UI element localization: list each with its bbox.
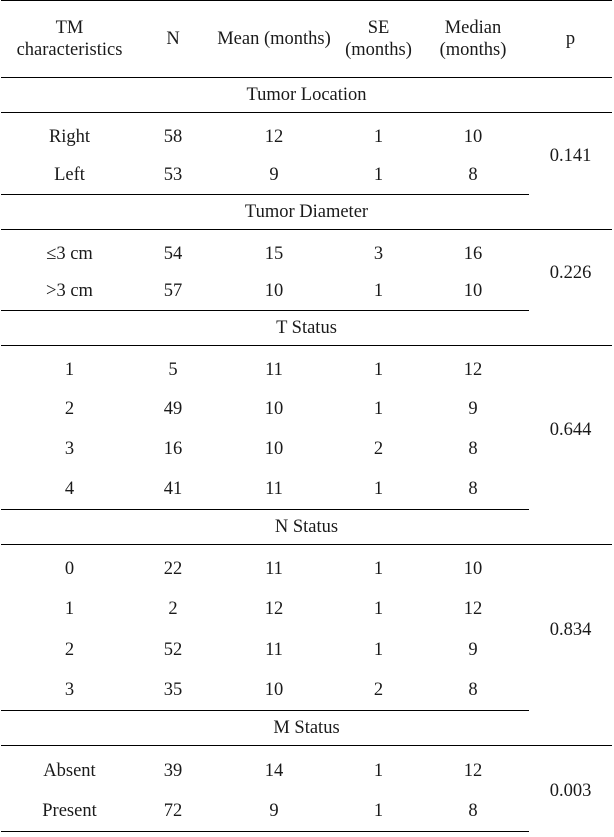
- cell-median: 8: [417, 671, 529, 711]
- row-label: 2: [64, 639, 75, 660]
- cell-se: 1: [340, 792, 417, 832]
- cell-n: 5: [168, 360, 178, 381]
- cell-n: 2: [168, 598, 178, 619]
- row-label: 3: [64, 439, 75, 459]
- cell-median: 10: [463, 559, 483, 580]
- cell-median: 12: [463, 360, 483, 381]
- cell-mean: 10: [264, 399, 284, 419]
- cell-se: 1: [340, 470, 417, 510]
- section-title: Tumor Location: [1, 78, 612, 113]
- cell-n: 52: [163, 639, 183, 660]
- section-row: [1, 195, 612, 230]
- cell-median: 8: [417, 792, 529, 832]
- cell-se: 2: [340, 671, 417, 711]
- cell-median: 12: [463, 761, 483, 782]
- cell-se: 2: [373, 439, 384, 459]
- cell-mean: 12: [264, 598, 284, 619]
- cell-mean: 10: [264, 439, 284, 459]
- cell-mean: 11: [265, 639, 283, 660]
- cell-se: 1: [373, 127, 384, 148]
- cell-p: 0.644: [549, 420, 592, 441]
- section-title: N Status: [1, 510, 612, 545]
- section-row: [1, 510, 612, 545]
- section-title: Tumor Diameter: [1, 195, 612, 230]
- cell-n: 41: [138, 470, 208, 510]
- cell-se: 1: [373, 639, 384, 660]
- cell-n: 53: [138, 157, 208, 195]
- table-row: [1, 470, 612, 510]
- header-median: Median (months): [417, 1, 529, 78]
- cell-median: 12: [463, 598, 483, 619]
- section-title: T Status: [1, 311, 612, 346]
- cell-n: 57: [138, 273, 208, 311]
- table-row: [1, 346, 612, 390]
- table-row: [1, 630, 612, 671]
- row-label: Right: [48, 127, 91, 148]
- row-label: 1: [64, 598, 75, 619]
- header-characteristics: TM characteristics: [1, 1, 138, 78]
- cell-p: 0.141: [549, 146, 592, 167]
- table-row: [1, 430, 612, 470]
- cell-se: 1: [373, 761, 384, 782]
- cell-mean: 10: [208, 671, 340, 711]
- table-row: [1, 113, 612, 157]
- cell-n: 16: [163, 439, 183, 459]
- cell-n: 54: [163, 243, 183, 264]
- cell-se: 3: [373, 243, 384, 264]
- cell-mean: 11: [208, 470, 340, 510]
- cell-se: 1: [340, 273, 417, 311]
- cell-median: 9: [468, 639, 478, 660]
- table-row: [1, 230, 612, 273]
- table-row: [1, 671, 612, 711]
- cell-mean: 14: [264, 761, 284, 782]
- cell-p: 0.003: [549, 781, 592, 802]
- header-se: SE (months): [340, 1, 417, 78]
- cell-mean: 9: [208, 157, 340, 195]
- table-row: [1, 273, 612, 311]
- cell-mean: 9: [208, 792, 340, 832]
- cell-n: 49: [163, 399, 183, 419]
- cell-n: 39: [163, 761, 183, 782]
- row-label: Left: [1, 157, 138, 195]
- cell-median: 10: [463, 127, 483, 148]
- row-label: Absent: [43, 761, 96, 782]
- row-label: >3 cm: [1, 273, 138, 311]
- header-p: p: [529, 1, 612, 78]
- table-row: [1, 589, 612, 630]
- cell-se: 1: [340, 157, 417, 195]
- row-label: Present: [1, 792, 138, 832]
- cell-p: 0.834: [549, 620, 592, 641]
- table-row: [1, 157, 612, 195]
- cell-n: 22: [163, 559, 183, 580]
- cell-se: 1: [373, 399, 384, 419]
- table-row: [1, 390, 612, 430]
- row-label: 1: [64, 360, 75, 381]
- cell-mean: 12: [264, 127, 284, 148]
- cell-mean: 11: [265, 360, 283, 381]
- header-mean: Mean (months): [208, 1, 340, 78]
- row-label: 4: [1, 470, 138, 510]
- row-label: 0: [64, 559, 75, 580]
- cell-median: 8: [417, 470, 529, 510]
- table-row: [1, 545, 612, 589]
- section-row: [1, 311, 612, 346]
- section-row: [1, 78, 612, 113]
- survival-table: [1, 0, 612, 832]
- header-row: [1, 1, 612, 78]
- cell-median: 16: [463, 243, 483, 264]
- cell-n: 58: [163, 127, 183, 148]
- header-n: N: [138, 1, 208, 78]
- table-row: [1, 792, 612, 832]
- cell-se: 1: [373, 598, 384, 619]
- cell-median: 8: [417, 157, 529, 195]
- table-row: [1, 746, 612, 792]
- cell-n: 35: [138, 671, 208, 711]
- cell-se: 1: [373, 559, 384, 580]
- cell-mean: 11: [265, 559, 283, 580]
- cell-median: 8: [468, 439, 478, 459]
- row-label: 2: [64, 399, 75, 419]
- section-title: M Status: [1, 711, 612, 746]
- cell-mean: 10: [208, 273, 340, 311]
- cell-p: 0.226: [549, 262, 592, 283]
- row-label: ≤3 cm: [46, 243, 93, 264]
- row-label: 3: [1, 671, 138, 711]
- cell-mean: 15: [264, 243, 284, 264]
- cell-median: 10: [417, 273, 529, 311]
- section-row: [1, 711, 612, 746]
- cell-median: 9: [468, 399, 478, 419]
- cell-se: 1: [373, 360, 384, 381]
- cell-n: 72: [138, 792, 208, 832]
